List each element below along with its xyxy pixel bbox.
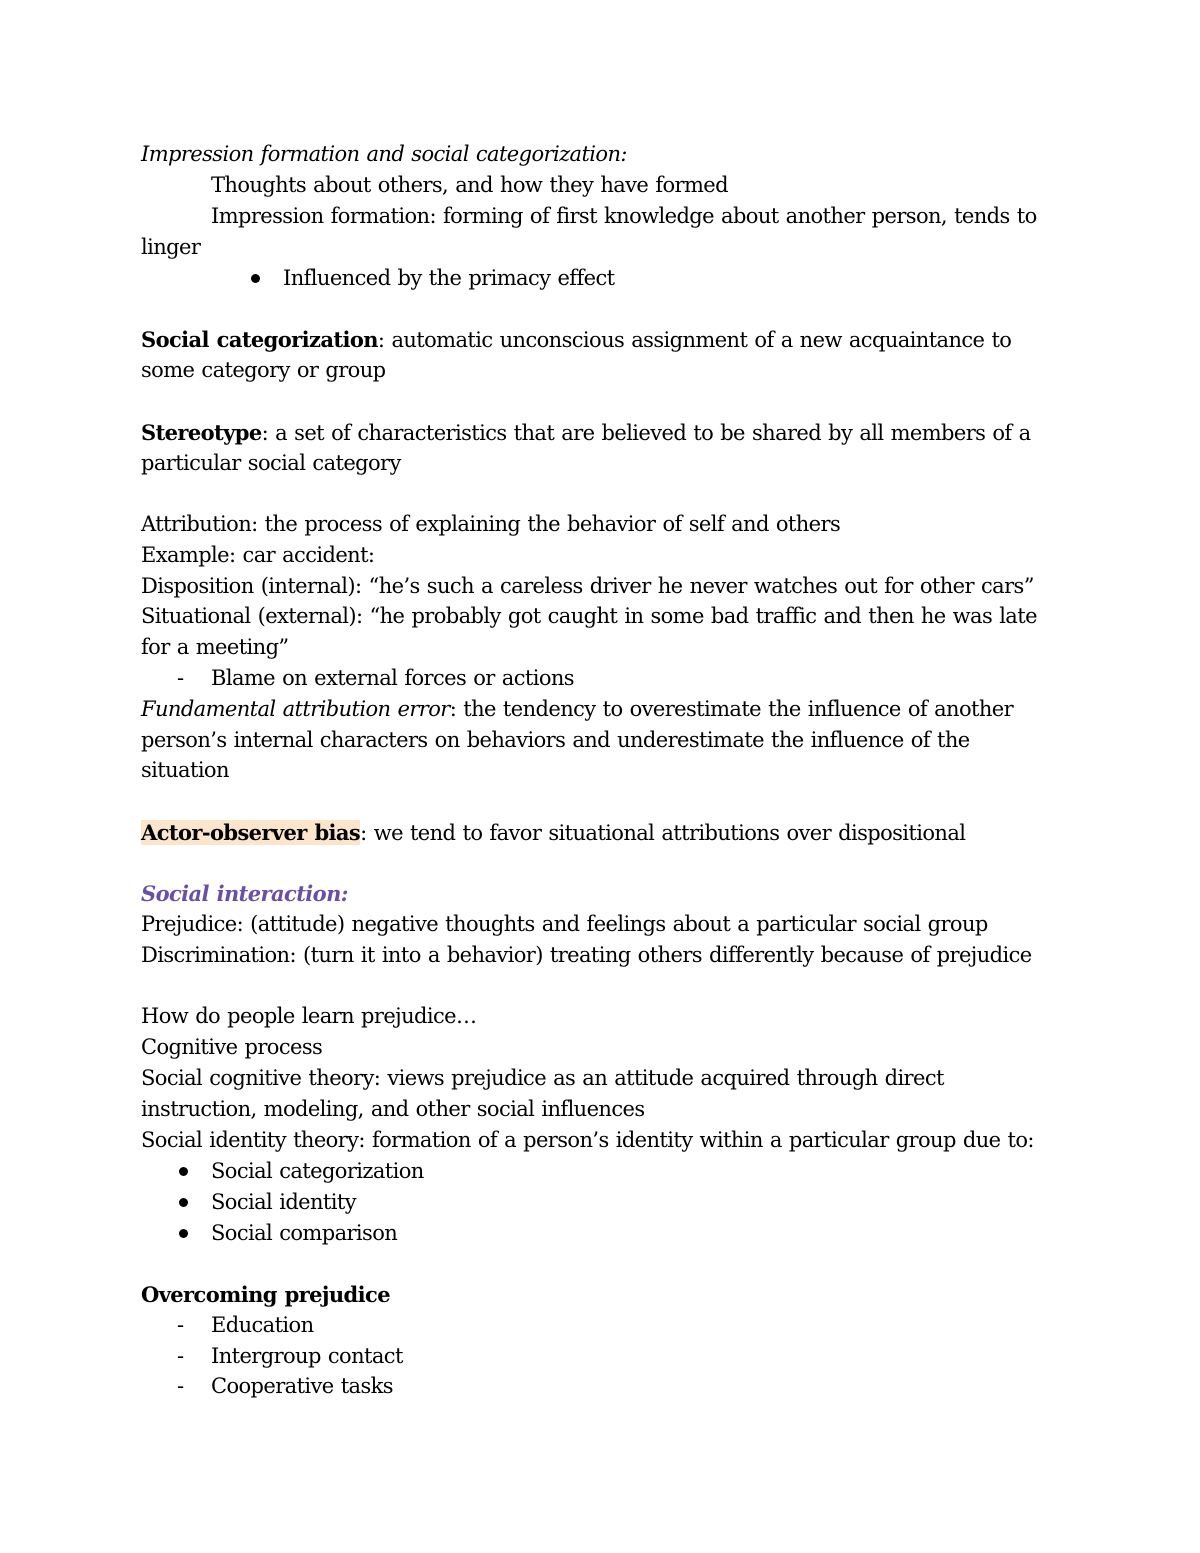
list-item: Social comparison: [211, 1221, 398, 1245]
bullet-icon: [179, 1229, 188, 1238]
impression-heading: Impression formation and social categorization:: [141, 142, 627, 166]
impression-formation-line: Impression formation: forming of first knowledge about another person, tends to: [211, 204, 1037, 228]
overcoming-heading: Overcoming prejudice: [141, 1282, 390, 1307]
social-identity-theory-line: Social identity theory: formation of a person’s identity within a particular group due to:: [141, 1128, 1034, 1152]
list-item: Social categorization: [211, 1159, 424, 1183]
stereotype-def: [141, 417, 1031, 448]
situational-line-cont: for a meeting”: [141, 635, 289, 659]
disposition-line: Disposition (internal): “he’s such a careless driver he never watches out for other cars”: [141, 574, 1034, 598]
impression-formation-line-cont: linger: [141, 235, 201, 259]
example-line: Example: car accident:: [141, 543, 375, 567]
dash-marker: -: [177, 1313, 184, 1337]
bullet-icon: [179, 1198, 188, 1207]
dash-marker: -: [177, 1374, 184, 1398]
bullet-icon: [179, 1167, 188, 1176]
dash-marker: -: [177, 666, 184, 690]
social-categorization-def: [141, 324, 1011, 355]
social-categorization-term: Social categorization: [141, 327, 378, 352]
social-cognitive-theory-cont: instruction, modeling, and other social influences: [141, 1097, 645, 1121]
prejudice-line: Prejudice: (attitude) negative thoughts and feelings about a particular social group: [141, 912, 988, 936]
list-item: Intergroup contact: [211, 1344, 403, 1368]
actor-observer-term: Actor-observer bias: [141, 820, 361, 845]
actor-observer-text: : we tend to favor situational attributions over dispositional: [360, 821, 966, 845]
bullet-icon: [251, 274, 260, 283]
stereotype-term: Stereotype: [141, 420, 262, 445]
stereotype-def-cont: particular social category: [141, 451, 401, 475]
cognitive-process-line: Cognitive process: [141, 1035, 323, 1059]
attribution-line: Attribution: the process of explaining the behavior of self and others: [141, 512, 841, 536]
impression-line: Thoughts about others, and how they have formed: [211, 173, 728, 197]
social-interaction-heading: Social interaction:: [141, 881, 348, 906]
list-item: Education: [211, 1313, 314, 1337]
fae-term: Fundamental attribution error: [141, 697, 450, 721]
stereotype-text: : a set of characteristics that are believed to be shared by all members of a: [261, 421, 1031, 445]
situational-line: Situational (external): “he probably got caught in some bad traffic and then he was late: [141, 604, 1037, 628]
social-categorization-def-cont: some category or group: [141, 358, 386, 382]
learn-prejudice-line: How do people learn prejudice…: [141, 1004, 477, 1028]
fae-text: : the tendency to overestimate the influence of another: [449, 697, 1014, 721]
blame-item: Blame on external forces or actions: [211, 666, 574, 690]
list-item: Cooperative tasks: [211, 1374, 393, 1398]
social-categorization-text: : automatic unconscious assignment of a new acquaintance to: [377, 328, 1012, 352]
list-item: Social identity: [211, 1190, 356, 1214]
fae-line: [141, 694, 1013, 725]
social-cognitive-theory-line: Social cognitive theory: views prejudice as an attitude acquired through direct: [141, 1066, 944, 1090]
primacy-bullet: Influenced by the primacy effect: [283, 266, 615, 290]
fae-line-3: situation: [141, 758, 229, 782]
dash-marker: -: [177, 1344, 184, 1368]
discrimination-line: Discrimination: (turn it into a behavior) treating others differently because of prejudice: [141, 943, 1032, 967]
actor-observer-line: [141, 817, 965, 848]
fae-line-2: person’s internal characters on behaviors and underestimate the influence of the: [141, 728, 970, 752]
